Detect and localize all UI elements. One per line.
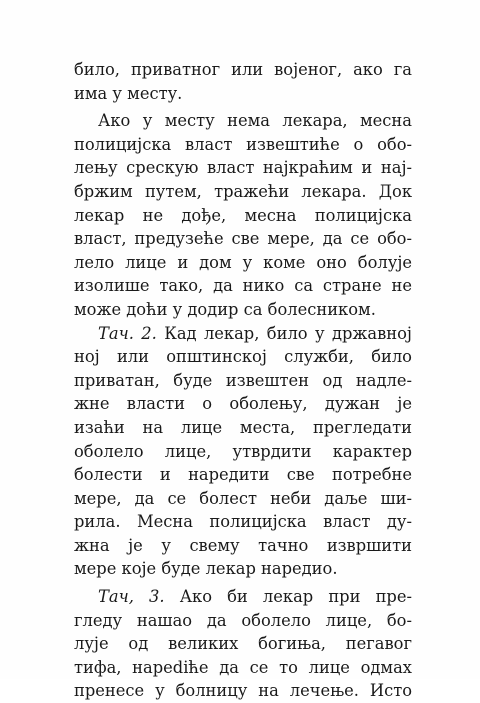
text-line: мере, да се болест неби даље ши-	[74, 488, 412, 508]
section-label: Тач, 3.	[98, 587, 165, 607]
text-line: оболело лице, утврдити карактер	[74, 441, 412, 461]
text-line: лекар не дође, месна полицијска	[74, 205, 412, 225]
text-line: лењу срескую власт најкраћим и нај-	[74, 158, 412, 178]
page-text	[74, 58, 412, 703]
text-line: лује од великих богиња, пегавог	[74, 634, 412, 654]
text-line: ној или општинској служби, било	[74, 347, 412, 367]
text-line: бржим путем, тражећи лекара. Док	[74, 181, 412, 201]
text-line: болести и наредити све потребне	[74, 465, 412, 485]
text-line: рила. Месна полицијска власт ду-	[74, 512, 412, 532]
text-line: тифа, нарediће да се то лице одмах	[74, 657, 412, 677]
text-line: приватан, буде извештен од надле-	[74, 370, 412, 390]
text-line: власт, предузеће све мере, да се обо-	[74, 229, 412, 249]
text-line: мере које буде лекар наредио.	[74, 559, 338, 579]
text-line: изолише тако, да нико са стране не	[74, 276, 412, 296]
text-line: може доћи у додир са болесником.	[74, 299, 376, 319]
section-label: Тач. 2.	[98, 323, 157, 343]
paragraph-2-first-line	[74, 322, 412, 346]
text-line: изаћи на лице места, прегледати	[74, 417, 412, 437]
text-line: било, приватног или војеног, ако га	[74, 60, 412, 79]
text-line: жна је у свему тачно извршити	[74, 535, 412, 555]
text-line: Кад лекар, било у државној	[164, 323, 412, 343]
text-line: жне власти о оболењу, дужан је	[74, 394, 412, 414]
text-line: полицијска власт извештиће о обо-	[74, 134, 412, 154]
paragraph-3-first-line	[74, 585, 412, 609]
text-line: има у месту.	[74, 83, 183, 103]
text-line: Ако би лекар при пре-	[179, 587, 412, 607]
text-line: пренесе у болницу на лечење. Исто	[74, 681, 412, 701]
text-line: лело лице и дом у коме оно болује	[74, 252, 412, 272]
text-line: гледу нашао да оболело лице, бо-	[74, 610, 412, 630]
text-line: Ако у месту нема лекара, месна	[98, 111, 412, 131]
